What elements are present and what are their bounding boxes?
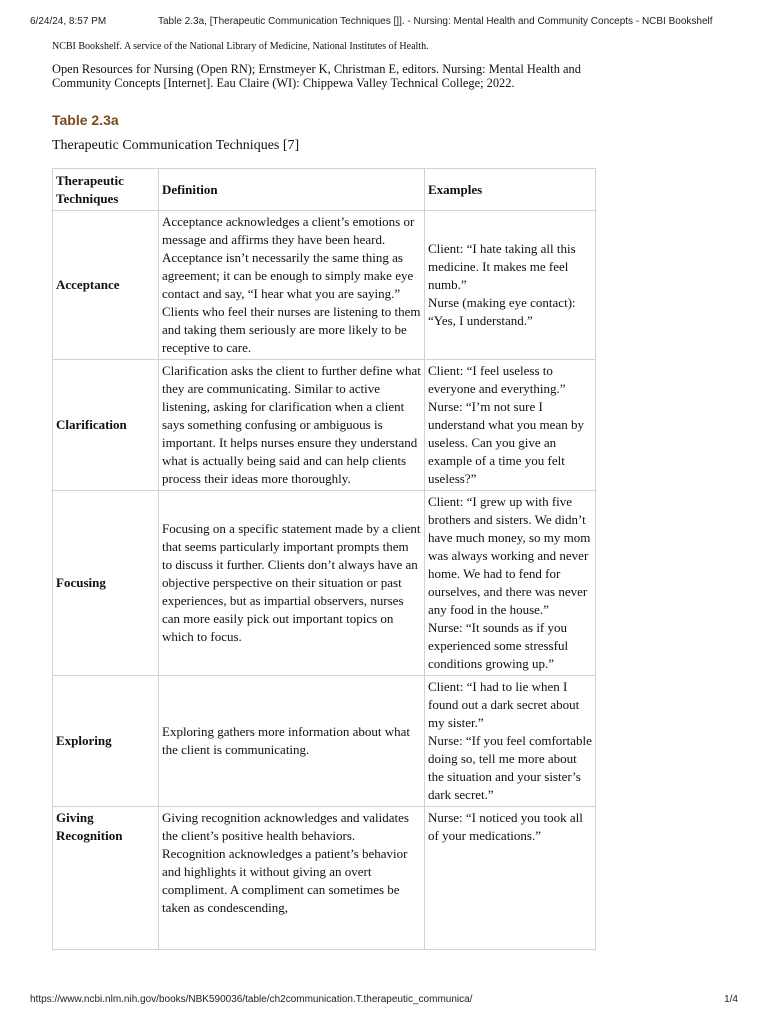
example-line: Nurse: “I noticed you took all of your medications.”: [428, 810, 583, 843]
header-techniques: Therapeutic Techniques: [53, 169, 159, 211]
definition-cell: Acceptance acknowledges a client’s emotions or message and affirms they have been heard. Acceptance isn’t necessarily the same thing as agreement; it can be enough to simply make eye contact and say, “I hear what you are saying.” Clients who feel their nurses are listening to them and taking them seriously are more likely to be receptive to care.: [159, 211, 425, 360]
table-row: [53, 211, 596, 360]
technique-cell: Acceptance: [53, 211, 159, 360]
examples-cell: [425, 807, 596, 950]
table-row: [53, 360, 596, 491]
print-header: [30, 16, 738, 30]
technique-cell: Focusing: [53, 491, 159, 676]
definition-cell: Focusing on a specific statement made by a client that seems particularly important prompts them to discuss it further. Clients don’t always have an objective perspective on their situation or past experiences, but as impartial observers, nurses can more easily pick out important topics on which to focus.: [159, 491, 425, 676]
example-line: Nurse: “If you feel comfortable doing so, tell me more about the situation and your sister’s dark secret.”: [428, 733, 592, 802]
techniques-table: [52, 168, 596, 950]
examples-cell: [425, 491, 596, 676]
citation: Open Resources for Nursing (Open RN); Ernstmeyer K, Christman E, editors. Nursing: Mental Health and Community Concepts [Internet]. Eau Claire (WI): Chippewa Valley Technical College; 2022.: [52, 62, 581, 90]
table-label: Table 2.3a: [52, 112, 119, 128]
technique-cell: Giving Recognition: [53, 807, 159, 950]
page-url: https://www.ncbi.nlm.nih.gov/books/NBK590036/table/ch2communication.T.therapeutic_communica/: [30, 994, 473, 1005]
header-definition: Definition: [159, 169, 425, 211]
examples-cell: [425, 360, 596, 491]
example-line: Client: “I feel useless to everyone and everything.”: [428, 363, 566, 396]
definition-cell: Exploring gathers more information about what the client is communicating.: [159, 676, 425, 807]
print-footer: [30, 994, 738, 1008]
examples-cell: [425, 211, 596, 360]
example-line: Nurse (making eye contact): “Yes, I understand.”: [428, 295, 576, 328]
table-header-row: [53, 169, 596, 211]
table-caption: Therapeutic Communication Techniques [7]: [52, 138, 300, 153]
example-line: Client: “I hate taking all this medicine. It makes me feel numb.”: [428, 241, 576, 292]
examples-cell: [425, 676, 596, 807]
example-line: Client: “I had to lie when I found out a dark secret about my sister.”: [428, 679, 580, 730]
bookshelf-note: NCBI Bookshelf. A service of the National Library of Medicine, National Institutes of Health.: [52, 41, 429, 52]
technique-cell: Exploring: [53, 676, 159, 807]
definition-cell: Clarification asks the client to further define what they are communicating. Similar to active listening, asking for clarification when a client says something confusing or ambiguous is important. It helps nurses ensure they understand what is actually being said and can help clients process their ideas more thoroughly.: [159, 360, 425, 491]
example-line: Nurse: “I’m not sure I understand what you mean by useless. Can you give an example of a time you felt useless?”: [428, 399, 584, 486]
table-row: [53, 676, 596, 807]
print-page-title: Table 2.3a, [Therapeutic Communication Techniques []]. - Nursing: Mental Health and Community Concepts - NCBI Bookshelf: [158, 16, 713, 27]
technique-cell: Clarification: [53, 360, 159, 491]
header-examples: Examples: [425, 169, 596, 211]
page-number: 1/4: [724, 994, 738, 1005]
table-row: [53, 807, 596, 950]
document-content: [52, 40, 612, 154]
print-date: 6/24/24, 8:57 PM: [30, 16, 107, 27]
example-line: Client: “I grew up with five brothers and sisters. We didn’t have much money, so my mom was always working and never home. We had to fend for ourselves, and there was never any food in the house.”: [428, 494, 591, 617]
example-line: Nurse: “It sounds as if you experienced some stressful conditions growing up.”: [428, 620, 569, 671]
definition-cell: Giving recognition acknowledges and validates the client’s positive health behaviors. Recognition acknowledges a patient’s behavior and highlights it without giving an overt compliment. A compliment can sometimes be taken as condescending,: [159, 807, 425, 950]
table-row: [53, 491, 596, 676]
